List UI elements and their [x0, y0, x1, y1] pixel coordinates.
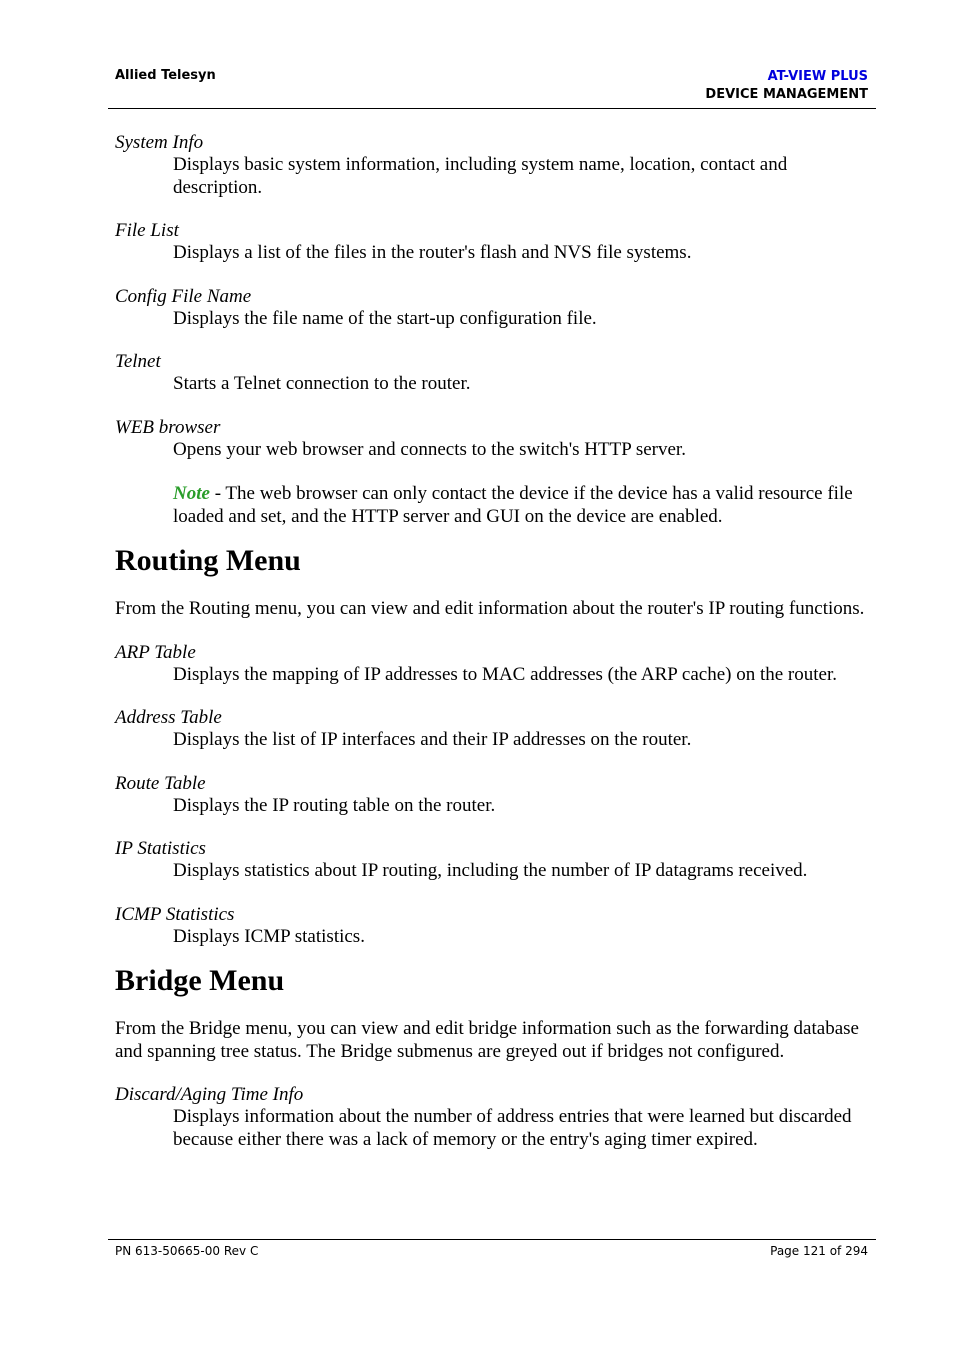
note-label: Note [173, 483, 210, 504]
routing-intro: From the Routing menu, you can view and edit information about the router's IP routing functions. [115, 598, 865, 619]
definition-entry [115, 132, 875, 199]
definition-entry [115, 642, 875, 687]
definition-desc: Displays the list of IP interfaces and their IP addresses on the router. [173, 729, 692, 750]
definition-entry [115, 838, 875, 883]
definition-entry [115, 1084, 875, 1151]
product-name: AT-VIEW PLUS [767, 69, 868, 84]
definition-desc: Starts a Telnet connection to the router. [173, 373, 471, 394]
definition-desc: Displays information about the number of address entries that were learned but discarded because either there was a lack of memory or the entry's aging timer expired. [173, 1106, 852, 1150]
definition-desc: Displays the file name of the start-up configuration file. [173, 307, 597, 329]
part-number: PN 613-50665-00 Rev C [115, 1244, 259, 1258]
page-content [115, 132, 875, 1172]
definition-term: ICMP Statistics [115, 903, 235, 925]
definition-desc: Opens your web browser and connects to the switch's HTTP server. [173, 438, 686, 460]
note-text: - The web browser can only contact the device if the device has a valid resource file loaded and set, and the HTTP server and GUI on the device are enabled. [173, 483, 853, 527]
definition-entry [115, 220, 875, 265]
page-number: Page 121 of 294 [770, 1244, 868, 1258]
definition-term: Telnet [115, 351, 161, 372]
definition-term: System Info [115, 132, 204, 153]
definition-desc: Displays the mapping of IP addresses to MAC addresses (the ARP cache) on the router. [173, 663, 837, 685]
definition-desc: Displays the IP routing table on the router. [173, 794, 496, 816]
company-name: Allied Telesyn [115, 68, 216, 83]
definition-entry [115, 904, 875, 949]
section-name: DEVICE MANAGEMENT [705, 87, 868, 102]
definition-term: ARP Table [115, 641, 196, 663]
definition-entry [115, 417, 875, 462]
definition-term: Address Table [115, 707, 222, 728]
header-right [705, 68, 868, 104]
definition-entry [115, 707, 875, 752]
definition-term: File List [115, 220, 179, 241]
definition-desc: Displays basic system information, including system name, location, contact and description. [173, 154, 788, 198]
bridge-heading: Bridge Menu [115, 964, 285, 997]
definition-term: Discard/Aging Time Info [115, 1084, 304, 1105]
page-header [108, 0, 876, 109]
definition-term: IP Statistics [115, 838, 206, 859]
definition-desc: Displays statistics about IP routing, including the number of IP datagrams received. [173, 860, 808, 881]
definition-entry [115, 351, 875, 396]
definition-term: Route Table [115, 772, 206, 794]
definition-term: Config File Name [115, 285, 252, 307]
definition-term: WEB browser [115, 416, 221, 438]
page-footer [108, 1239, 876, 1258]
definition-desc: Displays a list of the files in the router's flash and NVS file systems. [173, 242, 692, 263]
definition-entry [115, 773, 875, 818]
routing-heading: Routing Menu [115, 544, 301, 577]
definition-entry [115, 286, 875, 331]
bridge-intro: From the Bridge menu, you can view and edit bridge information such as the forwarding database and spanning tree status. The Bridge submenus are greyed out if bridges not configured. [115, 1018, 859, 1062]
note-paragraph [173, 483, 875, 528]
definition-desc: Displays ICMP statistics. [173, 925, 365, 947]
